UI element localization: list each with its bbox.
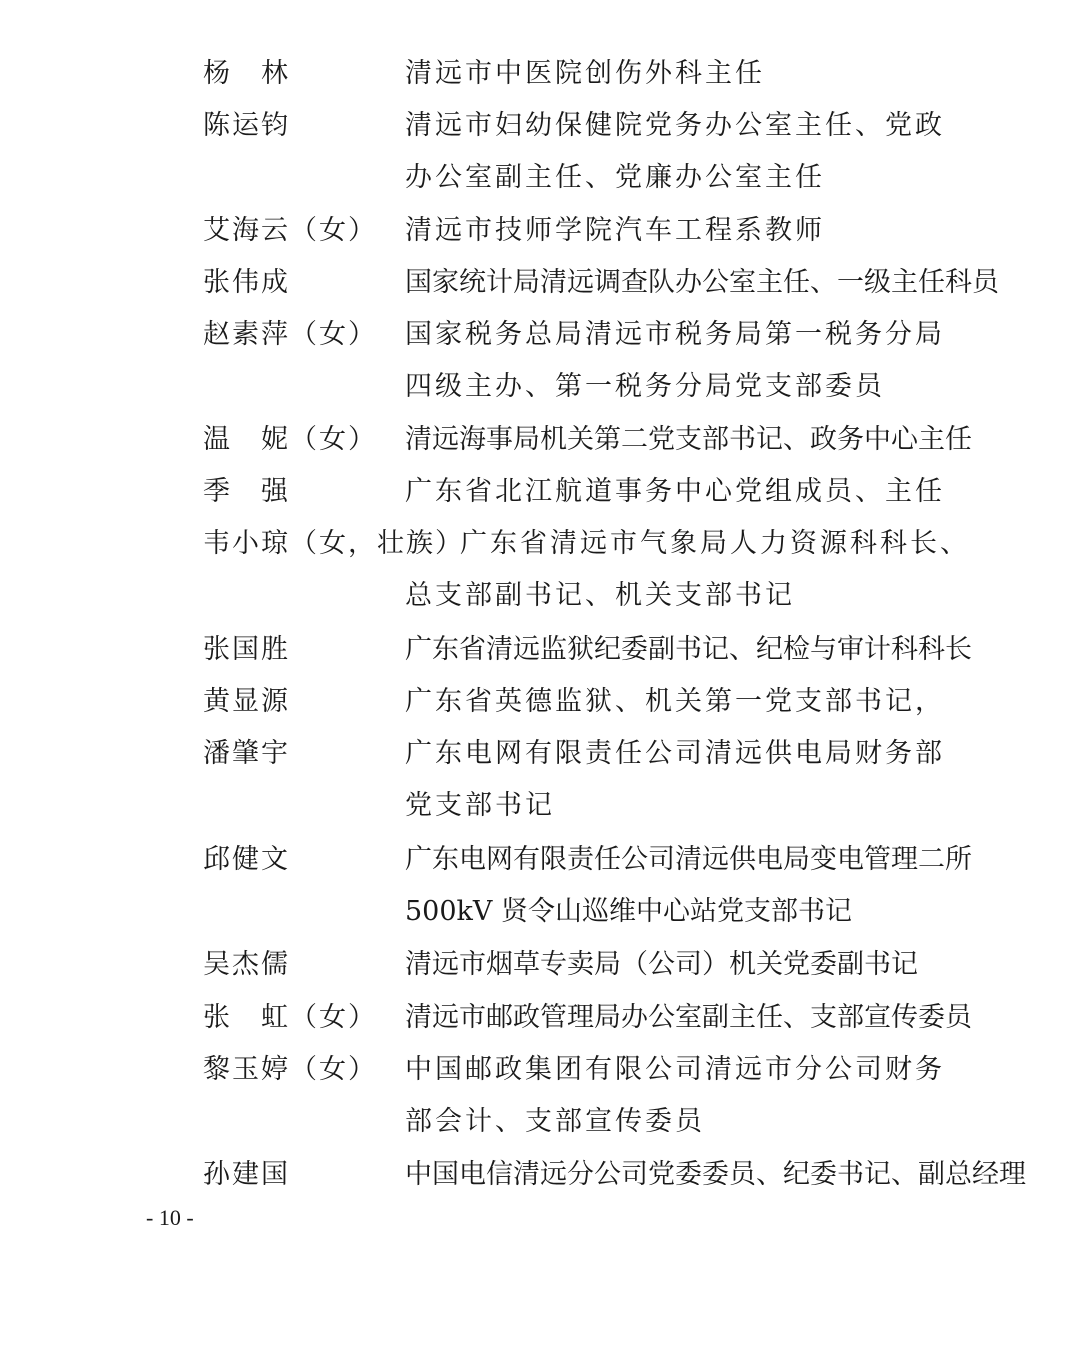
person-role — [405, 100, 945, 204]
role-line: 广东省英德监狱、机关第一党支部书记， — [405, 686, 945, 717]
person-name: 张伟成 — [203, 267, 290, 298]
person-name: 艾海云（女） — [203, 215, 377, 246]
person-role — [460, 518, 1000, 570]
person-name: 韦小琼（女，壮族） — [203, 528, 464, 559]
person-name: 张国胜 — [203, 634, 290, 665]
person-name: 吴杰儒 — [203, 949, 290, 980]
role-line: 清远市中医院创伤外科主任 — [405, 58, 765, 89]
person-name: 赵素萍（女） — [203, 319, 377, 350]
person-role — [405, 257, 999, 309]
role-line: 国家税务总局清远市税务局第一税务分局 — [405, 319, 945, 350]
role-line: 500kV 贤令山巡维中心站党支部书记 — [405, 896, 852, 927]
person-name: 黄显源 — [203, 686, 290, 717]
person-name: 张 虹（女） — [203, 1002, 377, 1033]
person-name: 杨 林 — [203, 58, 290, 89]
person-role — [405, 676, 945, 728]
role-line: 广东电网有限责任公司清远供电局财务部 — [405, 738, 945, 769]
person-role — [405, 939, 945, 991]
person-name: 陈运钧 — [203, 110, 290, 141]
role-line: 中国电信清远分公司党委委员、纪委书记、副总经理 — [405, 1159, 1026, 1190]
role-line: 办公室副主任、党廉办公室主任 — [405, 162, 825, 193]
person-name: 孙建国 — [203, 1159, 290, 1190]
role-line: 国家统计局清远调查队办公室主任、一级主任科员 — [405, 267, 999, 298]
role-line: 中国邮政集团有限公司清远市分公司财务 — [405, 1054, 945, 1085]
person-role — [405, 205, 945, 257]
role-line: 清远市妇幼保健院党务办公室主任、党政 — [405, 110, 945, 141]
role-line: 总支部副书记、机关支部书记 — [405, 580, 795, 611]
role-line: 广东省清远市气象局人力资源科科长、 — [460, 528, 970, 559]
person-name: 温 妮（女） — [203, 424, 377, 455]
page-number: - 10 - — [146, 1205, 194, 1230]
person-name: 黎玉婷（女） — [203, 1054, 377, 1085]
person-role-continued — [405, 570, 945, 622]
person-role — [405, 834, 972, 938]
role-line: 清远市邮政管理局办公室副主任、支部宣传委员 — [405, 1002, 972, 1033]
person-role — [405, 414, 972, 466]
role-line: 广东省清远监狱纪委副书记、纪检与审计科科长 — [405, 634, 972, 665]
role-line: 四级主办、第一税务分局党支部委员 — [405, 371, 885, 402]
person-name: 季 强 — [203, 476, 290, 507]
person-name: 邱健文 — [203, 844, 290, 875]
person-name: 潘肇宇 — [203, 738, 290, 769]
person-role — [405, 1044, 945, 1148]
role-line: 党支部书记 — [405, 790, 555, 821]
role-line: 广东电网有限责任公司清远供电局变电管理二所 — [405, 844, 972, 875]
person-role — [405, 992, 972, 1044]
role-line: 部会计、支部宣传委员 — [405, 1106, 705, 1137]
person-role — [405, 466, 945, 518]
role-line: 清远市烟草专卖局（公司）机关党委副书记 — [405, 949, 918, 980]
person-role — [405, 624, 972, 676]
person-role — [405, 309, 945, 413]
role-line: 清远海事局机关第二党支部书记、政务中心主任 — [405, 424, 972, 455]
role-line: 清远市技师学院汽车工程系教师 — [405, 215, 825, 246]
person-role — [405, 1149, 1026, 1201]
role-line: 广东省北江航道事务中心党组成员、主任 — [405, 476, 945, 507]
person-role — [405, 728, 945, 832]
person-role — [405, 48, 945, 100]
